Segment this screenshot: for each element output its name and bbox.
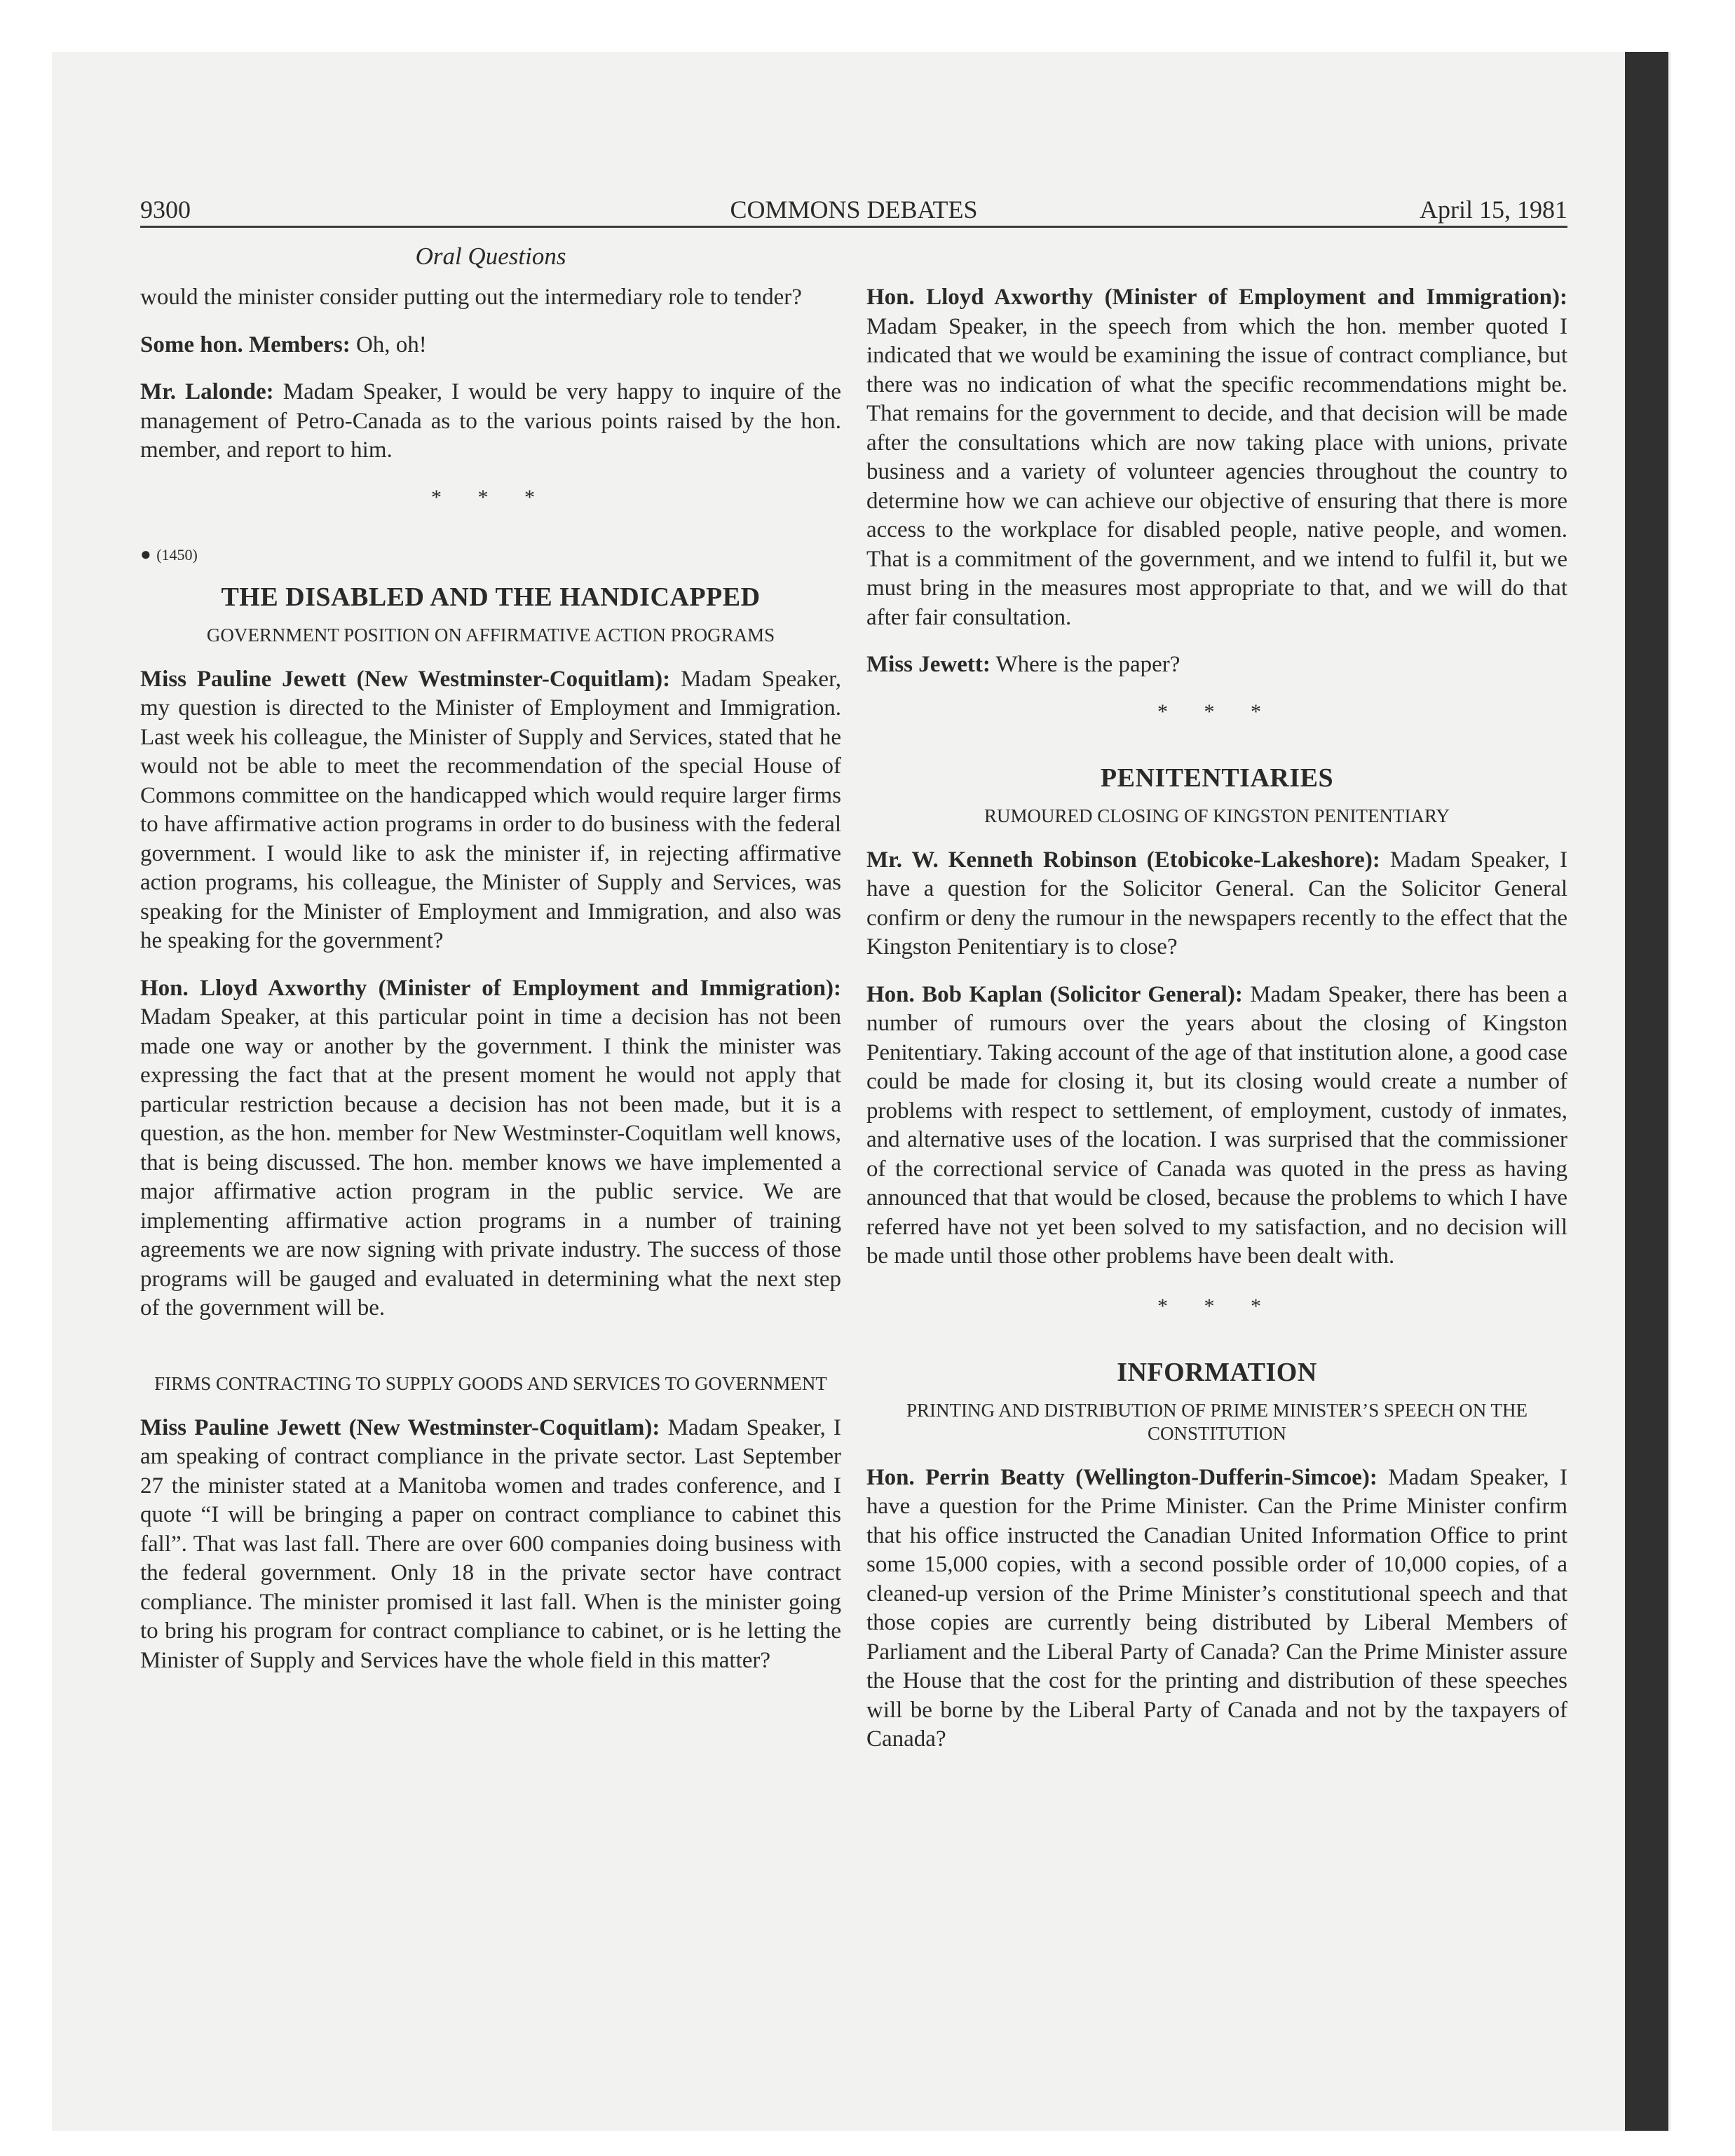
section-subheading: GOVERNMENT POSITION ON AFFIRMATIVE ACTION PROGRAMS — [206, 624, 775, 646]
speaker-name: Hon. Bob Kaplan (Solicitor General): — [866, 981, 1243, 1007]
bullet-icon: ● — [140, 543, 151, 564]
left-column — [140, 283, 841, 1693]
paragraph — [140, 665, 841, 956]
speaker-name: Hon. Perrin Beatty (Wellington-Dufferin-Simcoe): — [866, 1464, 1377, 1490]
page-number: 9300 — [140, 196, 191, 224]
scan-edge-shadow — [1625, 52, 1668, 2131]
speaker-name: Some hon. Members: — [140, 332, 351, 357]
speaker-name: Miss Pauline Jewett (New Westminster-Coquitlam): — [140, 1414, 660, 1440]
speaker-name: Hon. Lloyd Axworthy (Minister of Employment and Immigration): — [140, 975, 841, 1001]
paragraph — [866, 283, 1567, 632]
time-stamp: (1450) — [156, 545, 198, 564]
paragraph-text: Madam Speaker, I would be very happy to inquire of the management of Petro-Canada as to the various points raised by the hon. member, and report to him. — [140, 379, 841, 463]
section-subheading: PRINTING AND DISTRIBUTION OF PRIME MINISTER’S SPEECH ON THE CONSTITUTION — [906, 1399, 1528, 1444]
section-subheading: RUMOURED CLOSING OF KINGSTON PENITENTIARY — [984, 805, 1450, 826]
paragraph — [140, 331, 841, 360]
paragraph — [140, 378, 841, 465]
section-heading: THE DISABLED AND THE HANDICAPPED — [221, 582, 761, 612]
speaker-name: Miss Jewett: — [866, 652, 991, 677]
speaker-name: Miss Pauline Jewett (New Westminster-Coquitlam): — [140, 666, 671, 692]
section-separator: * * * — [1157, 1294, 1277, 1318]
paragraph-text: Madam Speaker, I have a question for the Prime Minister. Can the Prime Minister confirm that his office instructed the Canadian United Information Office to print some 15,000 copies, with a second possible order of 10,000 copies, of a cleaned-up version of the Prime Minister’s constitutional speech and that those copies are currently being distributed by Liberal Members of Parliament and the Liberal Party of Canada? Can the Prime Minister assure the House that the cost for the printing and distribution of these speeches will be borne by the Liberal Party of Canada and not by the taxpayers of Canada? — [866, 1464, 1567, 1752]
paragraph-text: Oh, oh! — [350, 332, 427, 357]
paragraph-text: Madam Speaker, at this particular point in time a decision has not been made one way or another by the government. I think the minister was expressing the fact that at the present moment he would not apply that particular restriction because a decision has not been made, but it is a question, as the hon. member for New Westminster-Coquitlam well knows, that is being discussed. The hon. member knows we have implemented a major affirmative action program in the public service. We are implementing affirmative action programs in a number of training agreements we are now signing with private industry. The success of those programs will be gauged and evaluated in determining what the next step of the government will be. — [140, 1004, 841, 1321]
section-label: Oral Questions — [415, 243, 566, 270]
publication-date: April 15, 1981 — [1420, 196, 1567, 224]
time-marker — [140, 540, 841, 569]
section-heading: PENITENTIARIES — [1100, 763, 1334, 793]
paragraph — [866, 846, 1567, 962]
paragraph-text: Madam Speaker, I have a question for the Solicitor General. Can the Solicitor General confirm or deny the rumour in the newspapers recently to the effect that the Kingston Penitentiary is to close? — [866, 847, 1567, 960]
publication-title: COMMONS DEBATES — [730, 196, 978, 224]
paragraph — [140, 283, 841, 313]
speaker-name: Mr. W. Kenneth Robinson (Etobicoke-Lakeshore): — [866, 847, 1380, 873]
page-header — [140, 193, 1567, 226]
paragraph — [866, 650, 1567, 680]
section-separator: * * * — [431, 485, 550, 509]
section-subheading: FIRMS CONTRACTING TO SUPPLY GOODS AND SERVICES TO GOVERNMENT — [154, 1372, 827, 1394]
right-column — [866, 283, 1567, 1773]
section-heading: INFORMATION — [1117, 1357, 1317, 1387]
paragraph-text: Madam Speaker, there has been a number of rumours over the years about the closing of Kingston Penitentiary. Taking account of the age of that institution alone, a good case could be made for closing it, but its closing would create a number of problems with respect to settlement, of employment, custody of inmates, and alternative uses of the location. I was surprised that the commissioner of the correctional service of Canada was quoted in the press as having announced that that would be closed, because the problems to which I have referred have not yet been solved to my satisfaction, and no decision will be made until those other problems have been dealt with. — [866, 981, 1568, 1269]
paragraph-text: Where is the paper? — [990, 652, 1181, 677]
paragraph — [140, 1414, 841, 1676]
paragraph — [866, 1464, 1567, 1754]
header-rule — [140, 226, 1567, 228]
speaker-name: Mr. Lalonde: — [140, 379, 274, 404]
paragraph-text: would the minister consider putting out the intermediary role to tender? — [140, 285, 802, 310]
paragraph — [140, 974, 841, 1323]
speaker-name: Hon. Lloyd Axworthy (Minister of Employment and Immigration): — [866, 285, 1567, 310]
paragraph-text: Madam Speaker, I am speaking of contract compliance in the private sector. Last September 27 the minister stated at a Manitoba women and trades conference, and I quote “I will be bringing a paper on contract compliance to cabinet this fall”. That was last fall. There are over 600 companies doing business with the federal government. Only 18 in the private sector have contract compliance. The minister promised it last fall. When is the minister going to bring his program for contract compliance to cabinet, or is he letting the Minister of Supply and Services have the whole field in this matter? — [140, 1414, 841, 1673]
section-separator: * * * — [1157, 700, 1277, 723]
paragraph-text: Madam Speaker, in the speech from which the hon. member quoted I indicated that we would be examining the issue of contract compliance, but there was no indication of what the specific recommendations might be. That remains for the government to decide, and that decision will be made after the consultations which are now taking place with unions, private business and a variety of volunteer agencies throughout the country to determine how we can achieve our objective of ensuring that there is more access to the workplace for disabled people, native people, and women. That is a commitment of the government, and we intend to fulfil it, but we must bring in the measures most appropriate to that, and we will do that after fair consultation. — [866, 313, 1567, 630]
paragraph-text: Madam Speaker, my question is directed to the Minister of Employment and Immigration. Last week his colleague, the Minister of Supply and Services, stated that he would not be able to meet the recommendation of the special House of Commons committee on the handicapped which would require larger firms to have affirmative action programs in order to do business with the federal government. I would like to ask the minister if, in rejecting affirmative action programs, his colleague, the Minister of Supply and Services, was speaking for the Minister of Employment and Immigration, and also was he speaking for the government? — [140, 666, 841, 953]
paragraph — [866, 981, 1567, 1271]
